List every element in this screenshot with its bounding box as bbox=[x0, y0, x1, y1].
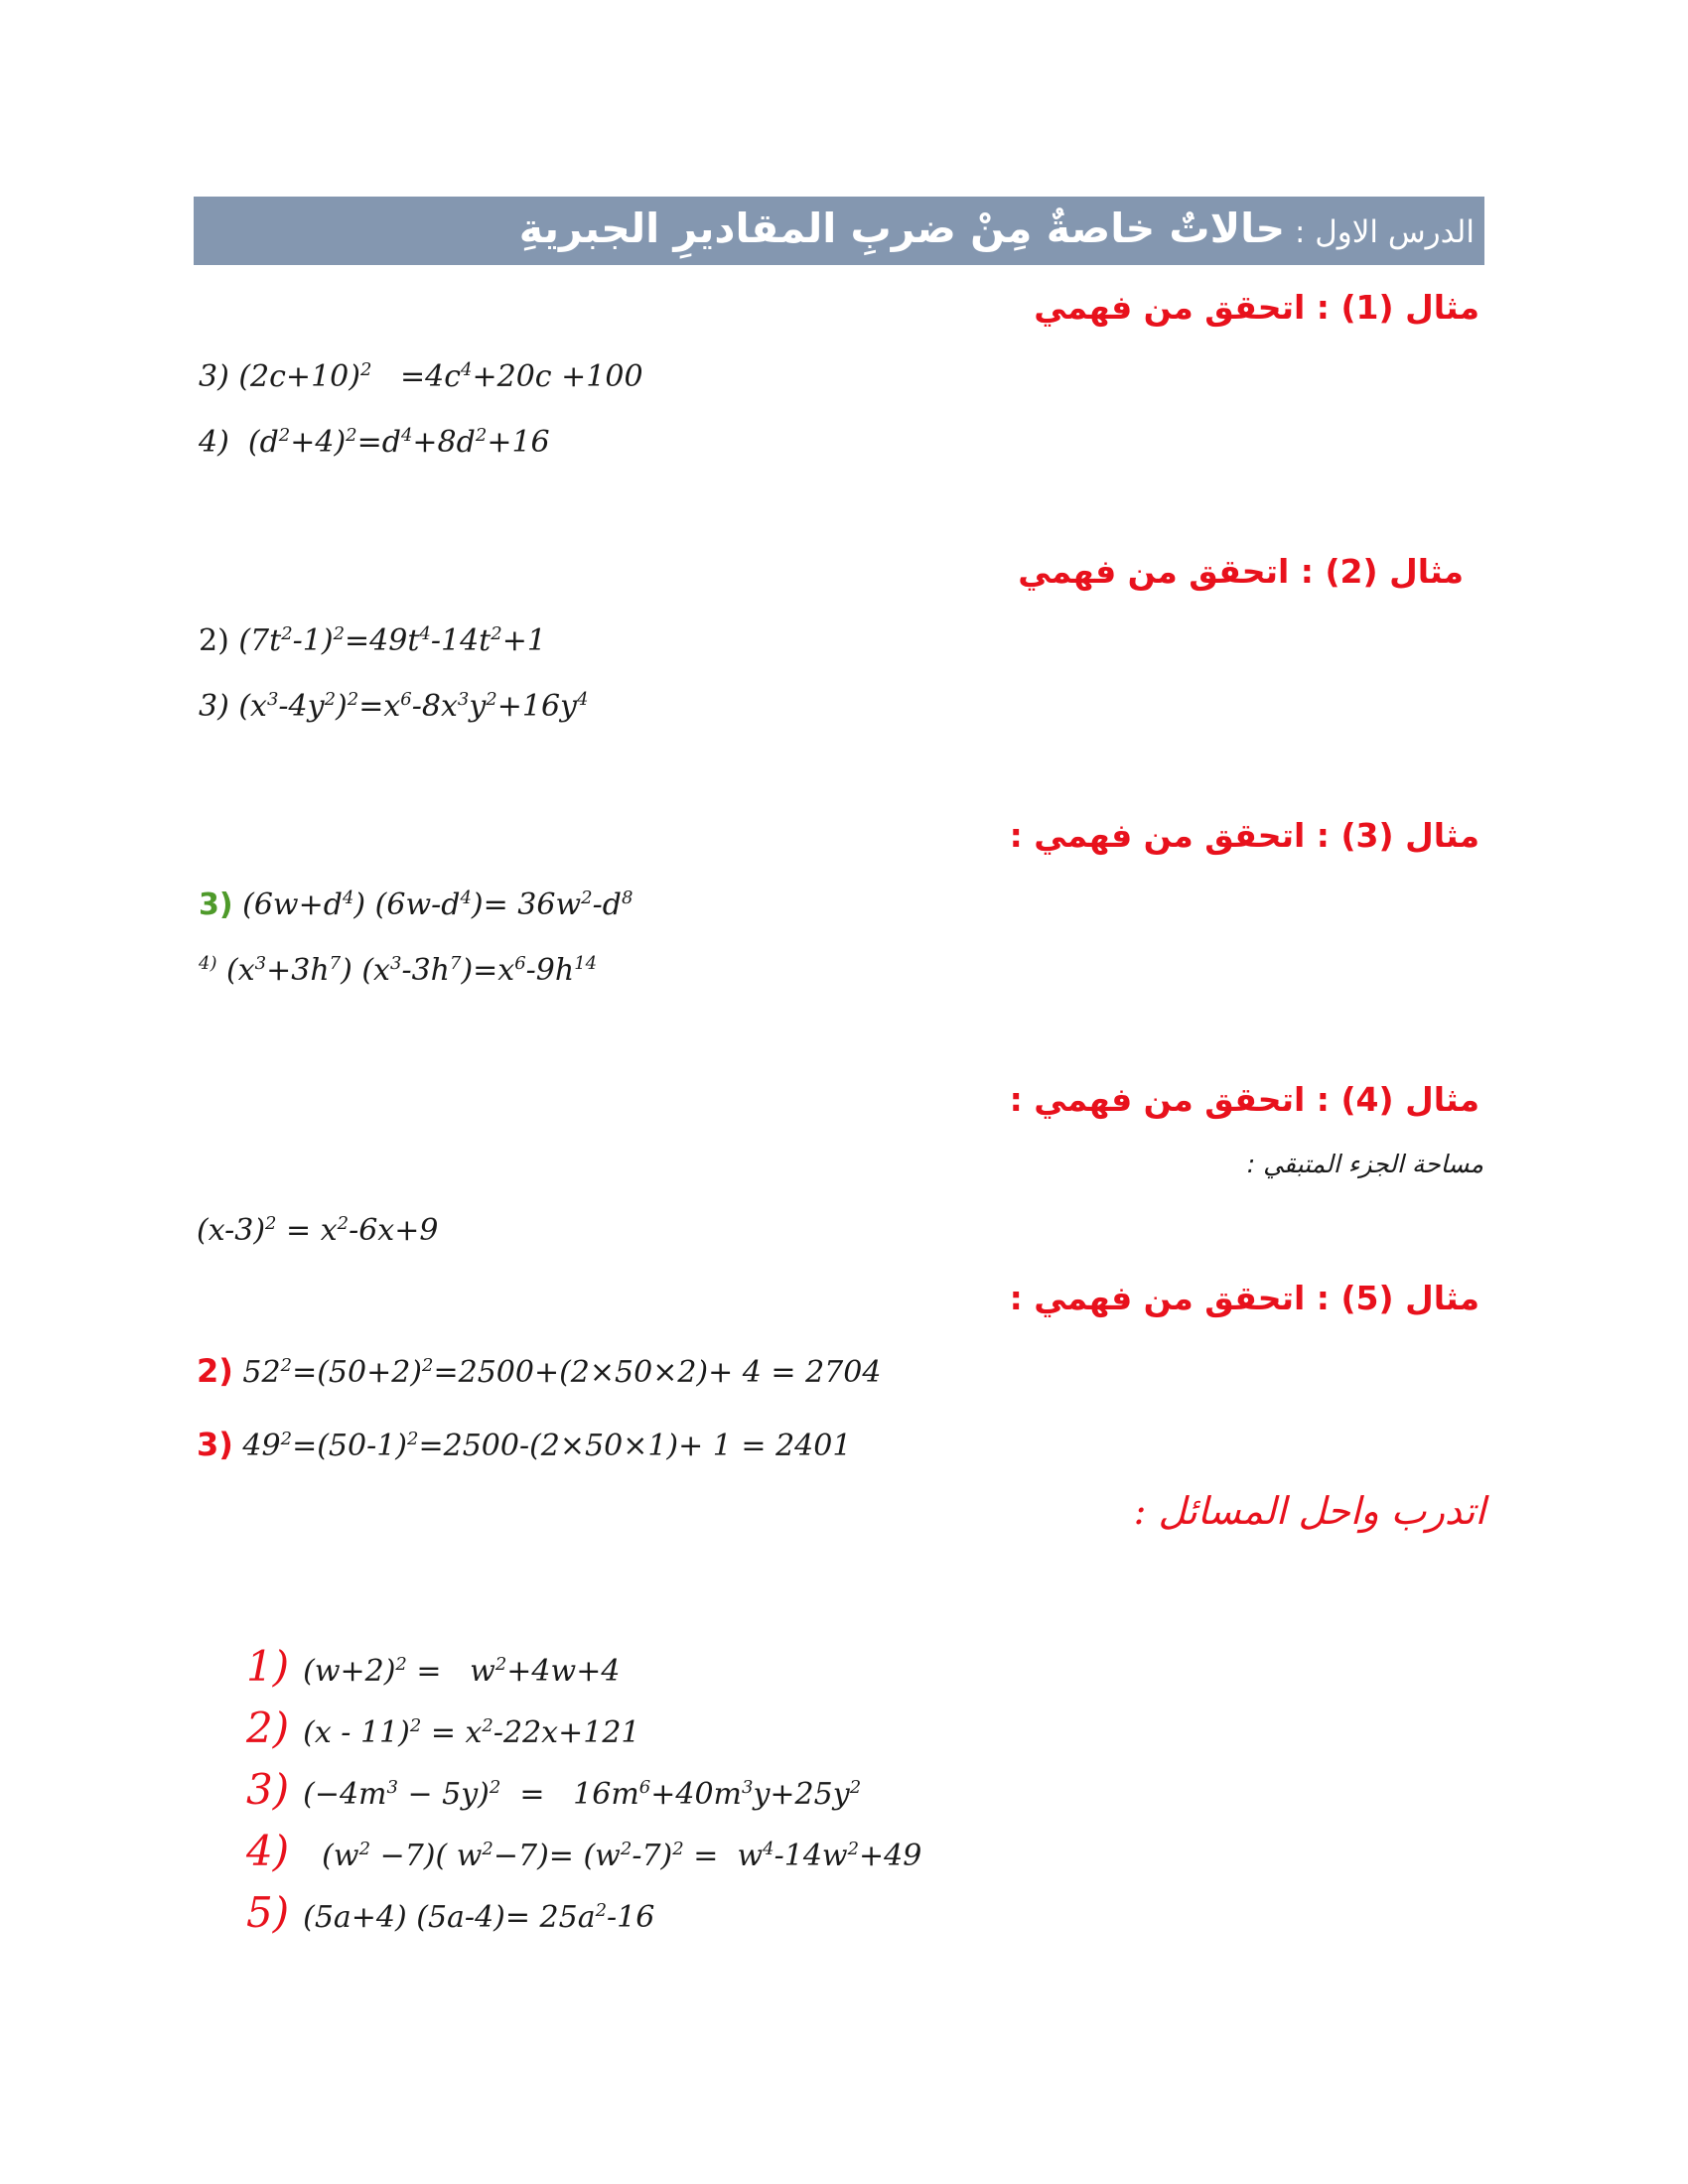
example-3-item-3: 3) $(6w+d^4)$ $(6w-d^4)= 36w^2-d^8$ bbox=[199, 887, 633, 922]
example-1-item-3: 3) $(2c+10)^2 =4c^4+20c +100$ bbox=[199, 359, 643, 394]
practice-item-3: 3) $(-4m^3 - 5y)^2 = 16m^6+40m^3y+25y^2$ bbox=[246, 1765, 862, 1814]
practice-item-2: 2) $(x - 11)^2 = x^2-22x+121$ bbox=[246, 1704, 640, 1752]
lesson-heading: حالاتٌ خاصةٌ مِنْ ضربِ المقاديرِ الجبريةِ bbox=[518, 205, 1286, 252]
practice-item-4: 4) $(w^2 -7)$( $w^2-7)= (w^2-7)^2 = w^4-14w^2+49$ bbox=[246, 1827, 922, 1875]
lesson-label: الدرس الاول bbox=[1315, 214, 1475, 250]
remaining-area-note: مساحة الجزء المتبقي : bbox=[1246, 1150, 1483, 1178]
example-5-item-3: 3) $49^2=(50-1)^2=2500-(2\times 50\times 1)+ 1 = 2401$ bbox=[197, 1426, 852, 1463]
practice-item-5: 5) (5a+4) $(5a-4)= 25a^2-16$ bbox=[246, 1888, 655, 1937]
example-2-item-3: 3) $(x^3-4y^2)^2=x^6-8x^3y^2+16y^4$ bbox=[199, 689, 589, 724]
example-5-item-2: 2) $52^2=(50+2)^2=2500+(2\times 50\times 2)+ 4 = 2704$ bbox=[197, 1352, 882, 1390]
example-1-item-4: 4) $(d^2+4)^2=d^4+8d^2+16$ bbox=[199, 425, 550, 460]
practice-heading: اتدرب واحل المسائل : bbox=[1133, 1489, 1485, 1533]
lesson-separator: : bbox=[1295, 215, 1306, 250]
example-5-heading: مثال (5) : اتحقق من فهمي : bbox=[1009, 1279, 1479, 1317]
example-4-equation: $(x-3)^2 = x^2-6x+9$ bbox=[197, 1213, 439, 1248]
example-3-item-4: $^{4)}$ $(x^3+3h^7)$ $(x^3-3h^7)=x^6-9h^{14}$ bbox=[199, 953, 598, 988]
example-2-heading: مثال (2) : اتحقق من فهمي bbox=[1018, 552, 1464, 591]
example-3-heading: مثال (3) : اتحقق من فهمي : bbox=[1009, 816, 1479, 855]
lesson-title-banner bbox=[194, 197, 1484, 265]
example-4-heading: مثال (4) : اتحقق من فهمي : bbox=[1009, 1080, 1479, 1119]
example-1-heading: مثال (1) : اتحقق من فهمي bbox=[1034, 288, 1479, 327]
practice-item-1: 1) $(w+2)^2 = w^2+4w+4$ bbox=[246, 1642, 621, 1691]
lesson-title bbox=[519, 205, 1475, 252]
example-2-item-2: 2) $(7t^2-1)^2=49t^4-14t^2+1$ bbox=[199, 623, 546, 658]
